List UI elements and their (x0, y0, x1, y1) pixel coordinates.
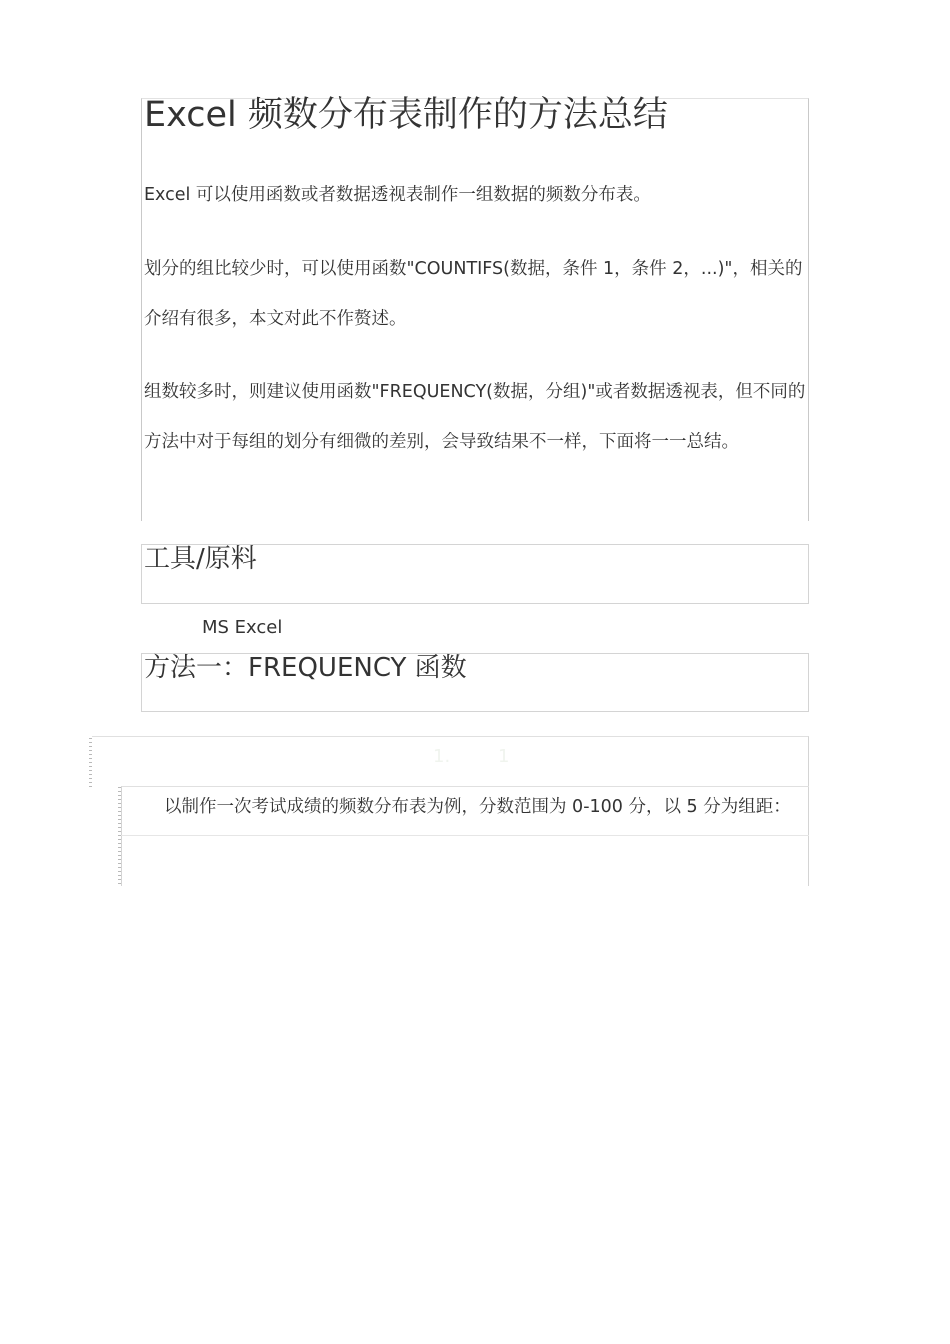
intro-paragraph-1: Excel 可以使用函数或者数据透视表制作一组数据的频数分布表。 (144, 185, 651, 205)
intro-paragraph-2: 划分的组比较少时，可以使用函数"COUNTIFS(数据，条件 1，条件 2，...)"，相关的介绍有很多，本文对此不作赘述。 (144, 259, 803, 329)
step-text: 以制作一次考试成绩的频数分布表为例，分数范围为 0-100 分，以 5 分为组距： (164, 797, 791, 817)
step-number: 1 (498, 746, 510, 767)
method-heading: 方法一：FREQUENCY 函数 (144, 653, 467, 683)
tool-item: MS Excel (202, 617, 283, 638)
page-title: Excel 频数分布表制作的方法总结 (144, 95, 668, 135)
step-number: 1. (433, 746, 451, 767)
intro-paragraph-3: 组数较多时，则建议使用函数"FREQUENCY(数据，分组)"或者数据透视表，但不同的方法中对于每组的划分有细微的差别，会导致结果不一样，下面将一一总结。 (144, 382, 806, 452)
dashed-rail (118, 787, 121, 886)
tools-heading: 工具/原料 (144, 544, 257, 574)
dashed-rail (89, 738, 92, 788)
step-row-divider (121, 835, 809, 836)
